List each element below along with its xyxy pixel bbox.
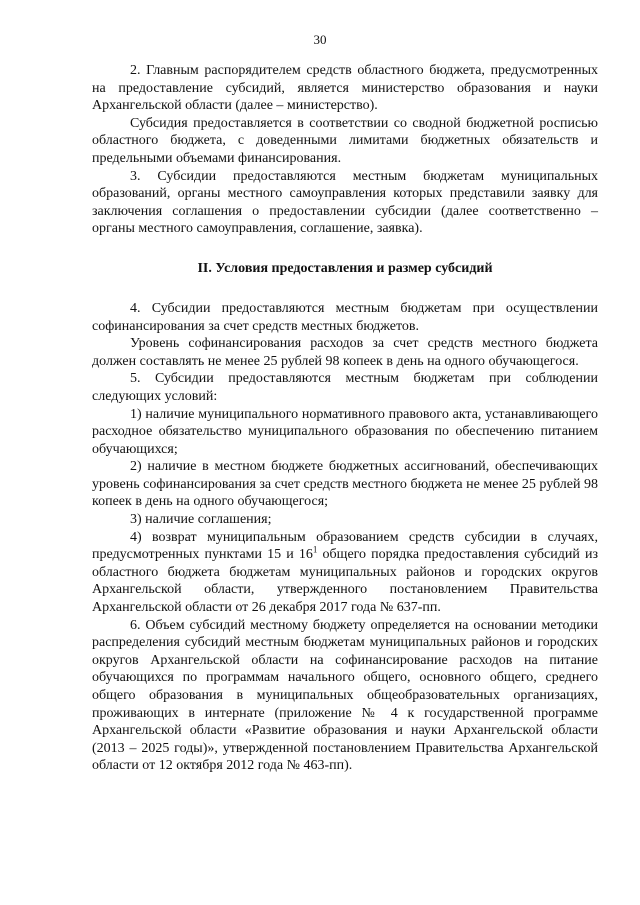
paragraph-3: 3. Субсидии предоставляются местным бюджетам муниципальных образований, органы местного самоуправления которых представили заявку для заключения соглашения о предоставлении субсидии (далее соответственно – органы местного самоуправления, соглашение, заявка). (92, 168, 598, 237)
section-heading: II. Условия предоставления и размер субсидий (197, 260, 493, 276)
paragraph-4: 4. Субсидии предоставляются местным бюджетам при осуществлении софинансирования за счет средств местных бюджетов. (92, 300, 598, 334)
document-body (92, 62, 598, 775)
condition-4-text-a: 4) возврат муниципальным образованием средств субсидии в случаях, предусмотренных пунктами 15 и 16 (92, 529, 598, 563)
condition-2: 2) наличие в местном бюджете бюджетных ассигнований, обеспечивающих уровень софинансирования за счет средств местного бюджета не менее 25 рублей 98 копеек в день на одного обучающегося; (92, 459, 598, 510)
page-number: 30 (313, 32, 327, 47)
paragraph-subsidy-rospis: Субсидия предоставляется в соответствии со сводной бюджетной росписью областного бюджета, с доведенными лимитами бюджетных обязательств и предельными объемами финансирования. (92, 115, 598, 166)
paragraph-2: 2. Главным распорядителем средств областного бюджета, предусмотренных на предоставление субсидий, является министерство образования и науки Архангельской области (далее – министерство). (92, 63, 598, 114)
paragraph-cofinancing-level: Уровень софинансирования расходов за счет средств местного бюджета должен составлять не менее 25 рублей 98 копеек в день на одного обучающегося. (92, 336, 598, 369)
paragraph-6: 6. Объем субсидий местному бюджету определяется на основании методики распределения субсидий местным бюджетам муниципальных районов и городских округов Архангельской области на софинансирование расходов на питание обучающихся по программам начального общего, основного общего, среднего общего образования в муниципальных общеобразовательных организациях, проживающих в интернате (приложение № 4 к государственной программе Архангельской области «Развитие образования и науки Архангельской области (2013 – 2025 годы)», утвержденной постановлением Правительства Архангельской области от 12 октября 2012 года № 463-пп). (92, 617, 598, 774)
condition-3: 3) наличие соглашения; (130, 512, 272, 528)
paragraph-5: 5. Субсидии предоставляются местным бюджетам при соблюдении следующих условий: (92, 371, 598, 404)
condition-4 (92, 529, 598, 617)
condition-1: 1) наличие муниципального нормативного правового акта, устанавливающего расходное обязательство муниципального образования по обеспечению питанием обучающихся; (92, 406, 598, 457)
condition-4-text-b: общего порядка предоставления субсидий из областного бюджета бюджетам муниципальных районов и городских округов Архангельской области, утвержденного постановлением Правительства Архангельской области от 26 декабря 2017 года № 637-пп. (92, 547, 598, 616)
footnote-superscript: 1 (312, 544, 318, 555)
